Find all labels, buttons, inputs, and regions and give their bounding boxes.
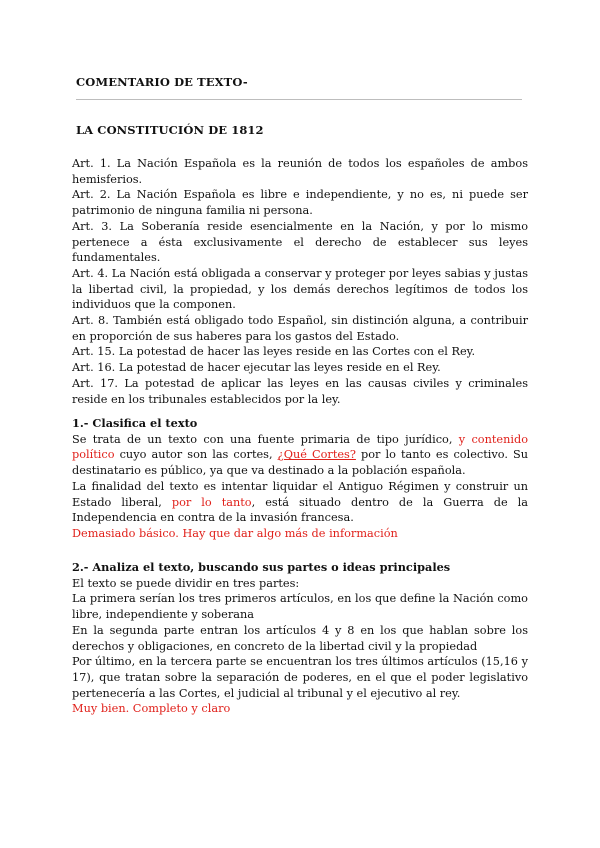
teacher-mark: y contenido político bbox=[72, 432, 528, 462]
question-2-block bbox=[72, 560, 528, 717]
question-2-paragraph: La primera serían los tres primeros artículos, en los que define la Nación como libre, independiente y soberana bbox=[72, 592, 528, 622]
document-subtitle: LA CONSTITUCIÓN DE 1812 bbox=[76, 123, 264, 137]
teacher-comment-2: Muy bien. Completo y claro bbox=[72, 702, 231, 716]
article-8: Art. 8. También está obligado todo Español, sin distinción alguna, a contribuir en proporción de sus haberes para los gastos del Estado. bbox=[72, 314, 528, 343]
article-15: Art. 15. La potestad de hacer las leyes reside en las Cortes con el Rey. bbox=[72, 345, 476, 359]
article-2: Art. 2. La Nación Española es libre e independiente, y no es, ni puede ser patrimonio de ninguna familia ni persona. bbox=[72, 188, 528, 218]
question-1-paragraph-1: Se trata de un texto con una fuente primaria de tipo jurídico, y contenido político cuyo autor son las cortes, ¿Qué Cortes? por lo tanto es colectivo. Su destinatario es público, ya que va destinado a la población española. bbox=[72, 432, 529, 478]
document-title: COMENTARIO DE TEXTO- bbox=[76, 75, 248, 89]
article-16: Art. 16. La potestad de hacer ejecutar las leyes reside en el Rey. bbox=[72, 361, 441, 375]
article-3: Art. 3. La Soberanía reside esencialmente en la Nación, y por lo mismo pertenece a ésta exclusivamente el derecho de establecer sus leyes fundamentales. bbox=[72, 219, 528, 265]
question-2-paragraph: Por último, en la tercera parte se encuentran los tres últimos artículos (15,16 y 17), que tratan sobre la separación de poderes, en el que el poder legislativo pertenecería a las Cortes, el judicial al tribunal y el ejecutivo al rey. bbox=[72, 655, 528, 700]
question-1-heading: 1.- Clasifica el texto bbox=[72, 416, 198, 430]
question-1-block bbox=[72, 416, 528, 542]
title-divider bbox=[76, 99, 522, 100]
question-1-paragraph-2: La finalidad del texto es intentar liquidar el Antiguo Régimen y construir un Estado liberal, por lo tanto, está situado dentro de la Guerra de la Independencia en contra de la invasión francesa. bbox=[72, 479, 529, 525]
question-2-paragraph: El texto se puede dividir en tres partes: bbox=[72, 576, 300, 590]
teacher-question: ¿Qué Cortes? bbox=[277, 448, 356, 462]
article-1: Art. 1. La Nación Española es la reunión de todos los españoles de ambos hemisferios. bbox=[72, 157, 528, 186]
question-2-paragraph: En la segunda parte entran los artículos 4 y 8 en los que hablan sobre los derechos y obligaciones, en concreto de la libertad civil y la propiedad bbox=[72, 623, 528, 653]
teacher-mark: por lo tanto bbox=[171, 495, 252, 509]
articles-block bbox=[72, 156, 528, 407]
question-2-heading: 2.- Analiza el texto, buscando sus partes o ideas principales bbox=[72, 560, 451, 574]
teacher-comment-1: Demasiado básico. Hay que dar algo más de información bbox=[72, 526, 398, 540]
article-4: Art. 4. La Nación está obligada a conservar y proteger por leyes sabias y justas la libertad civil, la propiedad, y los demás derechos legítimos de todos los individuos que la componen. bbox=[72, 266, 528, 312]
article-17: Art. 17. La potestad de aplicar las leyes en las causas civiles y criminales reside en los tribunales establecidos por la ley. bbox=[72, 376, 528, 406]
